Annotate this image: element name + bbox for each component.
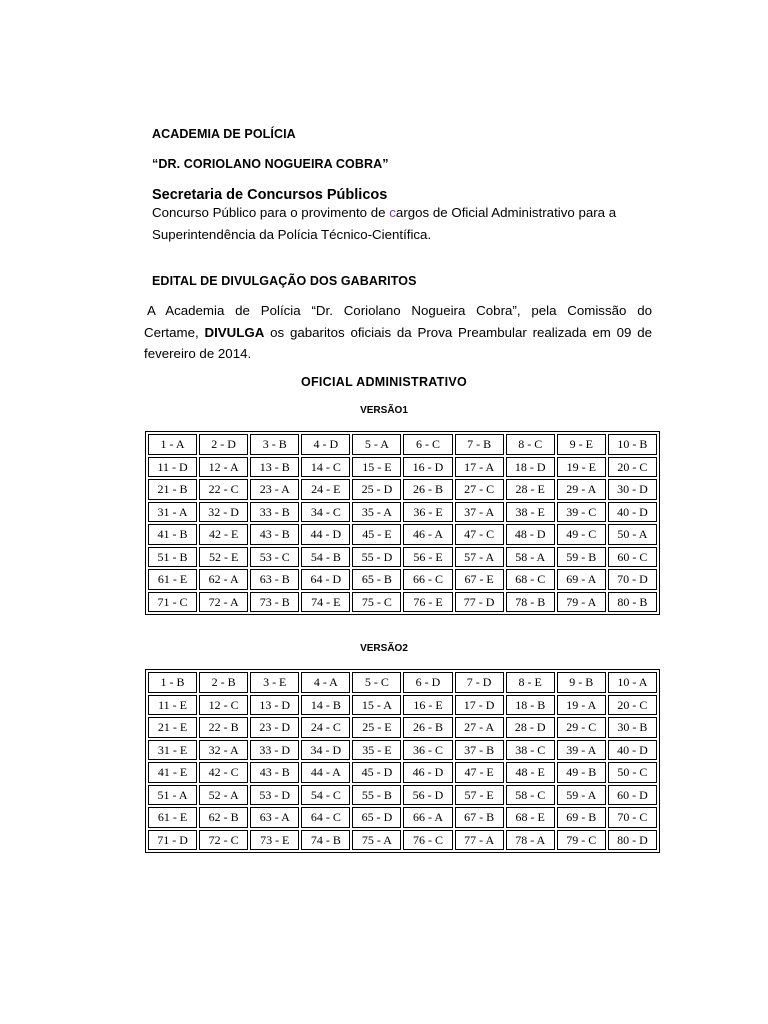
answer-cell: 40 - D bbox=[608, 502, 657, 523]
answer-key-table-version2 bbox=[145, 669, 660, 853]
answer-cell: 64 - D bbox=[301, 569, 350, 590]
answer-cell: 48 - D bbox=[506, 524, 555, 545]
answer-cell: 33 - B bbox=[250, 502, 299, 523]
answer-cell: 29 - A bbox=[557, 479, 606, 500]
answer-cell: 32 - A bbox=[199, 740, 248, 761]
answer-cell: 51 - B bbox=[148, 547, 197, 568]
edital-title: EDITAL DE DIVULGAÇÃO DOS GABARITOS bbox=[152, 274, 417, 288]
answer-cell: 23 - D bbox=[250, 717, 299, 738]
answer-cell: 9 - B bbox=[557, 672, 606, 693]
answer-cell: 32 - D bbox=[199, 502, 248, 523]
answer-cell: 49 - B bbox=[557, 762, 606, 783]
table-row bbox=[148, 717, 657, 738]
edital-text-2b: os gabaritos oficiais da Prova Preambular realizada em 09 de bbox=[264, 325, 652, 340]
answer-cell: 17 - D bbox=[455, 695, 504, 716]
version1-label: VERSÃO1 bbox=[360, 405, 408, 416]
answer-cell: 41 - B bbox=[148, 524, 197, 545]
table-row bbox=[148, 807, 657, 828]
answer-cell: 6 - C bbox=[403, 434, 452, 455]
answer-cell: 15 - E bbox=[352, 457, 401, 478]
answer-cell: 19 - E bbox=[557, 457, 606, 478]
answer-cell: 11 - E bbox=[148, 695, 197, 716]
answer-cell: 49 - C bbox=[557, 524, 606, 545]
answer-cell: 72 - C bbox=[199, 830, 248, 851]
edital-paragraph-line1 bbox=[144, 303, 652, 318]
answer-cell: 50 - C bbox=[608, 762, 657, 783]
answer-cell: 26 - B bbox=[403, 717, 452, 738]
secretaria-heading: Secretaria de Concursos Públicos bbox=[152, 187, 388, 203]
edital-text-1: A Academia de Polícia “Dr. Coriolano Nogueira Cobra”, pela Comissão do bbox=[147, 303, 652, 318]
edital-paragraph-line2 bbox=[144, 325, 652, 340]
version2-label: VERSÃO2 bbox=[360, 643, 408, 654]
edital-text-divulga: DIVULGA bbox=[204, 325, 265, 340]
table-row bbox=[148, 672, 657, 693]
answer-cell: 58 - A bbox=[506, 547, 555, 568]
answer-cell: 52 - E bbox=[199, 547, 248, 568]
answer-cell: 58 - C bbox=[506, 785, 555, 806]
answer-cell: 61 - E bbox=[148, 807, 197, 828]
answer-cell: 34 - C bbox=[301, 502, 350, 523]
answer-cell: 69 - B bbox=[557, 807, 606, 828]
answer-cell: 16 - D bbox=[403, 457, 452, 478]
answer-cell: 50 - A bbox=[608, 524, 657, 545]
answer-cell: 79 - C bbox=[557, 830, 606, 851]
answer-cell: 13 - D bbox=[250, 695, 299, 716]
answer-cell: 77 - D bbox=[455, 592, 504, 613]
answer-cell: 78 - A bbox=[506, 830, 555, 851]
answer-cell: 25 - D bbox=[352, 479, 401, 500]
answer-cell: 66 - A bbox=[403, 807, 452, 828]
answer-cell: 5 - A bbox=[352, 434, 401, 455]
answer-cell: 59 - A bbox=[557, 785, 606, 806]
answer-cell: 38 - C bbox=[506, 740, 555, 761]
answer-cell: 55 - B bbox=[352, 785, 401, 806]
answer-cell: 69 - A bbox=[557, 569, 606, 590]
answer-cell: 8 - E bbox=[506, 672, 555, 693]
answer-cell: 39 - C bbox=[557, 502, 606, 523]
answer-cell: 65 - B bbox=[352, 569, 401, 590]
edital-paragraph-line3: fevereiro de 2014. bbox=[144, 346, 252, 361]
answer-cell: 21 - B bbox=[148, 479, 197, 500]
answer-cell: 28 - D bbox=[506, 717, 555, 738]
concurso-description-line1 bbox=[152, 205, 616, 220]
answer-cell: 19 - A bbox=[557, 695, 606, 716]
answer-cell: 29 - C bbox=[557, 717, 606, 738]
table-row bbox=[148, 434, 657, 455]
answer-cell: 66 - C bbox=[403, 569, 452, 590]
answer-cell: 18 - B bbox=[506, 695, 555, 716]
answer-cell: 60 - D bbox=[608, 785, 657, 806]
answer-cell: 37 - B bbox=[455, 740, 504, 761]
answer-cell: 22 - B bbox=[199, 717, 248, 738]
answer-cell: 31 - E bbox=[148, 740, 197, 761]
answer-cell: 10 - A bbox=[608, 672, 657, 693]
answer-cell: 23 - A bbox=[250, 479, 299, 500]
answer-cell: 54 - C bbox=[301, 785, 350, 806]
cargo-title: OFICIAL ADMINISTRATIVO bbox=[300, 375, 468, 389]
answer-cell: 5 - C bbox=[352, 672, 401, 693]
answer-cell: 1 - A bbox=[148, 434, 197, 455]
answer-cell: 45 - D bbox=[352, 762, 401, 783]
answer-cell: 16 - E bbox=[403, 695, 452, 716]
answer-cell: 68 - C bbox=[506, 569, 555, 590]
answer-cell: 53 - C bbox=[250, 547, 299, 568]
answer-cell: 37 - A bbox=[455, 502, 504, 523]
answer-cell: 10 - B bbox=[608, 434, 657, 455]
answer-cell: 61 - E bbox=[148, 569, 197, 590]
answer-cell: 67 - B bbox=[455, 807, 504, 828]
concurso-text-a: Concurso Público para o provimento de bbox=[152, 205, 390, 220]
answer-cell: 70 - C bbox=[608, 807, 657, 828]
answer-cell: 43 - B bbox=[250, 762, 299, 783]
answer-cell: 20 - C bbox=[608, 457, 657, 478]
answer-cell: 12 - A bbox=[199, 457, 248, 478]
answer-cell: 53 - D bbox=[250, 785, 299, 806]
table-row bbox=[148, 479, 657, 500]
answer-cell: 36 - E bbox=[403, 502, 452, 523]
answer-cell: 73 - E bbox=[250, 830, 299, 851]
answer-cell: 68 - E bbox=[506, 807, 555, 828]
answer-cell: 13 - B bbox=[250, 457, 299, 478]
answer-cell: 71 - C bbox=[148, 592, 197, 613]
answer-cell: 65 - D bbox=[352, 807, 401, 828]
answer-cell: 46 - D bbox=[403, 762, 452, 783]
answer-cell: 80 - B bbox=[608, 592, 657, 613]
answer-cell: 3 - E bbox=[250, 672, 299, 693]
answer-cell: 41 - E bbox=[148, 762, 197, 783]
table-row bbox=[148, 502, 657, 523]
answer-cell: 80 - D bbox=[608, 830, 657, 851]
answer-cell: 79 - A bbox=[557, 592, 606, 613]
answer-cell: 77 - A bbox=[455, 830, 504, 851]
answer-cell: 43 - B bbox=[250, 524, 299, 545]
answer-cell: 54 - B bbox=[301, 547, 350, 568]
answer-cell: 60 - C bbox=[608, 547, 657, 568]
answer-cell: 47 - E bbox=[455, 762, 504, 783]
table-row bbox=[148, 592, 657, 613]
table-row bbox=[148, 740, 657, 761]
answer-cell: 64 - C bbox=[301, 807, 350, 828]
answer-cell: 27 - A bbox=[455, 717, 504, 738]
answer-cell: 24 - C bbox=[301, 717, 350, 738]
answer-cell: 2 - B bbox=[199, 672, 248, 693]
answer-cell: 76 - E bbox=[403, 592, 452, 613]
institution-subtitle: “DR. CORIOLANO NOGUEIRA COBRA” bbox=[152, 157, 389, 171]
answer-cell: 40 - D bbox=[608, 740, 657, 761]
answer-cell: 14 - B bbox=[301, 695, 350, 716]
answer-cell: 59 - B bbox=[557, 547, 606, 568]
table-row bbox=[148, 569, 657, 590]
answer-cell: 44 - D bbox=[301, 524, 350, 545]
answer-cell: 15 - A bbox=[352, 695, 401, 716]
table-row bbox=[148, 695, 657, 716]
answer-cell: 70 - D bbox=[608, 569, 657, 590]
answer-cell: 36 - C bbox=[403, 740, 452, 761]
answer-cell: 4 - D bbox=[301, 434, 350, 455]
table-row bbox=[148, 457, 657, 478]
table-row bbox=[148, 785, 657, 806]
answer-cell: 56 - D bbox=[403, 785, 452, 806]
answer-cell: 2 - D bbox=[199, 434, 248, 455]
answer-cell: 67 - E bbox=[455, 569, 504, 590]
answer-cell: 52 - A bbox=[199, 785, 248, 806]
answer-cell: 51 - A bbox=[148, 785, 197, 806]
answer-cell: 76 - C bbox=[403, 830, 452, 851]
answer-cell: 62 - A bbox=[199, 569, 248, 590]
answer-cell: 20 - C bbox=[608, 695, 657, 716]
answer-cell: 11 - D bbox=[148, 457, 197, 478]
answer-key-table-version1 bbox=[145, 431, 660, 615]
answer-cell: 48 - E bbox=[506, 762, 555, 783]
answer-cell: 57 - E bbox=[455, 785, 504, 806]
answer-cell: 27 - C bbox=[455, 479, 504, 500]
answer-cell: 62 - B bbox=[199, 807, 248, 828]
answer-cell: 17 - A bbox=[455, 457, 504, 478]
answer-cell: 73 - B bbox=[250, 592, 299, 613]
answer-cell: 56 - E bbox=[403, 547, 452, 568]
answer-cell: 7 - D bbox=[455, 672, 504, 693]
answer-cell: 42 - C bbox=[199, 762, 248, 783]
answer-cell: 45 - E bbox=[352, 524, 401, 545]
answer-cell: 30 - B bbox=[608, 717, 657, 738]
answer-cell: 21 - E bbox=[148, 717, 197, 738]
table-row bbox=[148, 830, 657, 851]
answer-cell: 75 - C bbox=[352, 592, 401, 613]
answer-cell: 7 - B bbox=[455, 434, 504, 455]
answer-cell: 74 - E bbox=[301, 592, 350, 613]
answer-cell: 18 - D bbox=[506, 457, 555, 478]
answer-cell: 78 - B bbox=[506, 592, 555, 613]
answer-cell: 44 - A bbox=[301, 762, 350, 783]
answer-cell: 24 - E bbox=[301, 479, 350, 500]
answer-cell: 47 - C bbox=[455, 524, 504, 545]
answer-cell: 46 - A bbox=[403, 524, 452, 545]
answer-cell: 35 - E bbox=[352, 740, 401, 761]
answer-cell: 12 - C bbox=[199, 695, 248, 716]
answer-cell: 14 - C bbox=[301, 457, 350, 478]
answer-cell: 39 - A bbox=[557, 740, 606, 761]
institution-name: ACADEMIA DE POLÍCIA bbox=[152, 127, 296, 141]
answer-cell: 71 - D bbox=[148, 830, 197, 851]
concurso-text-b: argos de Oficial Administrativo para a bbox=[395, 205, 617, 220]
answer-cell: 38 - E bbox=[506, 502, 555, 523]
answer-cell: 57 - A bbox=[455, 547, 504, 568]
table-row bbox=[148, 762, 657, 783]
answer-cell: 28 - E bbox=[506, 479, 555, 500]
answer-cell: 55 - D bbox=[352, 547, 401, 568]
answer-cell: 26 - B bbox=[403, 479, 452, 500]
answer-cell: 22 - C bbox=[199, 479, 248, 500]
answer-cell: 34 - D bbox=[301, 740, 350, 761]
answer-cell: 25 - E bbox=[352, 717, 401, 738]
table-row bbox=[148, 524, 657, 545]
answer-cell: 1 - B bbox=[148, 672, 197, 693]
answer-cell: 35 - A bbox=[352, 502, 401, 523]
edital-text-2a: Certame, bbox=[144, 325, 205, 340]
answer-cell: 31 - A bbox=[148, 502, 197, 523]
concurso-text-c: c bbox=[389, 205, 396, 220]
answer-cell: 63 - A bbox=[250, 807, 299, 828]
answer-cell: 42 - E bbox=[199, 524, 248, 545]
concurso-description-line2: Superintendência da Polícia Técnico-Científica. bbox=[152, 227, 432, 242]
answer-cell: 74 - B bbox=[301, 830, 350, 851]
answer-cell: 75 - A bbox=[352, 830, 401, 851]
answer-cell: 33 - D bbox=[250, 740, 299, 761]
table-row bbox=[148, 547, 657, 568]
answer-cell: 63 - B bbox=[250, 569, 299, 590]
answer-cell: 9 - E bbox=[557, 434, 606, 455]
answer-cell: 4 - A bbox=[301, 672, 350, 693]
answer-cell: 72 - A bbox=[199, 592, 248, 613]
answer-cell: 3 - B bbox=[250, 434, 299, 455]
answer-cell: 6 - D bbox=[403, 672, 452, 693]
answer-cell: 8 - C bbox=[506, 434, 555, 455]
answer-cell: 30 - D bbox=[608, 479, 657, 500]
